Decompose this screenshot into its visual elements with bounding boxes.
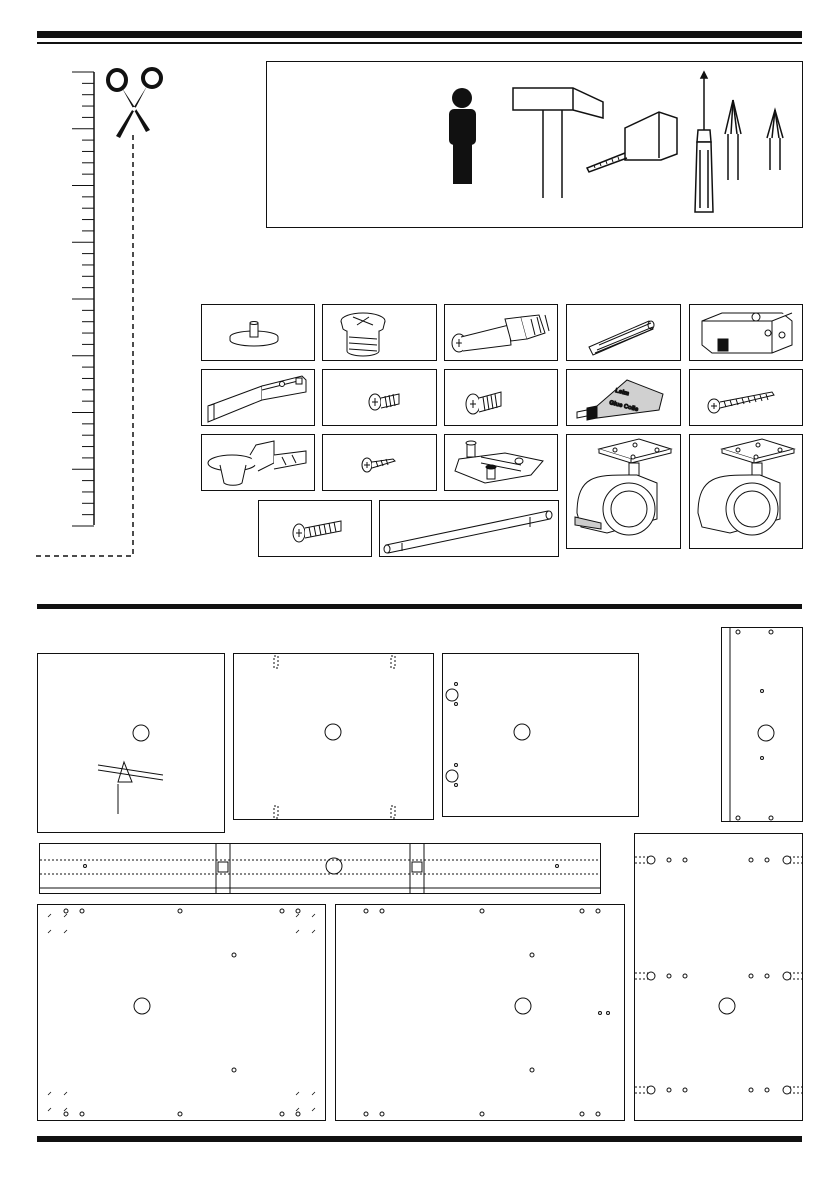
rail-strip bbox=[39, 843, 601, 894]
large-panel-left bbox=[37, 904, 326, 1121]
caster-wheel-left bbox=[566, 434, 681, 549]
flat-screwdriver-bit-icon bbox=[725, 100, 741, 180]
tape-measure-icon bbox=[587, 112, 677, 172]
small-screw bbox=[322, 434, 437, 491]
phillips-screwdriver-icon bbox=[695, 72, 713, 212]
ruler bbox=[30, 60, 170, 560]
long-machine-screw bbox=[258, 500, 372, 557]
large-panel-right bbox=[335, 904, 625, 1121]
tools-box bbox=[266, 61, 803, 228]
drawer-rail-bracket bbox=[201, 369, 315, 426]
hinge-mounting-block bbox=[689, 304, 803, 361]
top-thin-rule bbox=[37, 42, 802, 44]
cam-bolt bbox=[444, 304, 558, 361]
long-wood-screw bbox=[689, 369, 803, 426]
tall-side-panel bbox=[634, 833, 803, 1121]
caster-wheel-right bbox=[689, 434, 803, 549]
wooden-dowel bbox=[566, 304, 681, 361]
side-panel-small bbox=[442, 653, 639, 817]
top-thick-rule bbox=[37, 31, 802, 38]
machine-screw bbox=[444, 369, 558, 426]
glue-label-leim: Leim bbox=[614, 388, 630, 398]
cam-cover-cap bbox=[201, 304, 315, 361]
concealed-hinge bbox=[201, 434, 315, 491]
short-screw bbox=[322, 369, 437, 426]
door-panel bbox=[37, 653, 225, 833]
hammer-icon bbox=[513, 88, 603, 198]
bar-handle bbox=[379, 500, 559, 557]
phillips-bit-icon bbox=[767, 110, 783, 170]
hinge-mounting-plate bbox=[444, 434, 558, 491]
cam-lock-nut bbox=[322, 304, 437, 361]
scissors-icon bbox=[104, 66, 166, 142]
glue-label-text: Glue Colle bbox=[608, 400, 639, 414]
middle-thick-rule bbox=[37, 604, 802, 609]
shelf-panel bbox=[233, 653, 434, 820]
glue-tube bbox=[566, 369, 681, 426]
narrow-side-panel bbox=[721, 627, 803, 822]
bottom-thick-rule bbox=[37, 1136, 802, 1142]
person-icon bbox=[449, 88, 476, 184]
